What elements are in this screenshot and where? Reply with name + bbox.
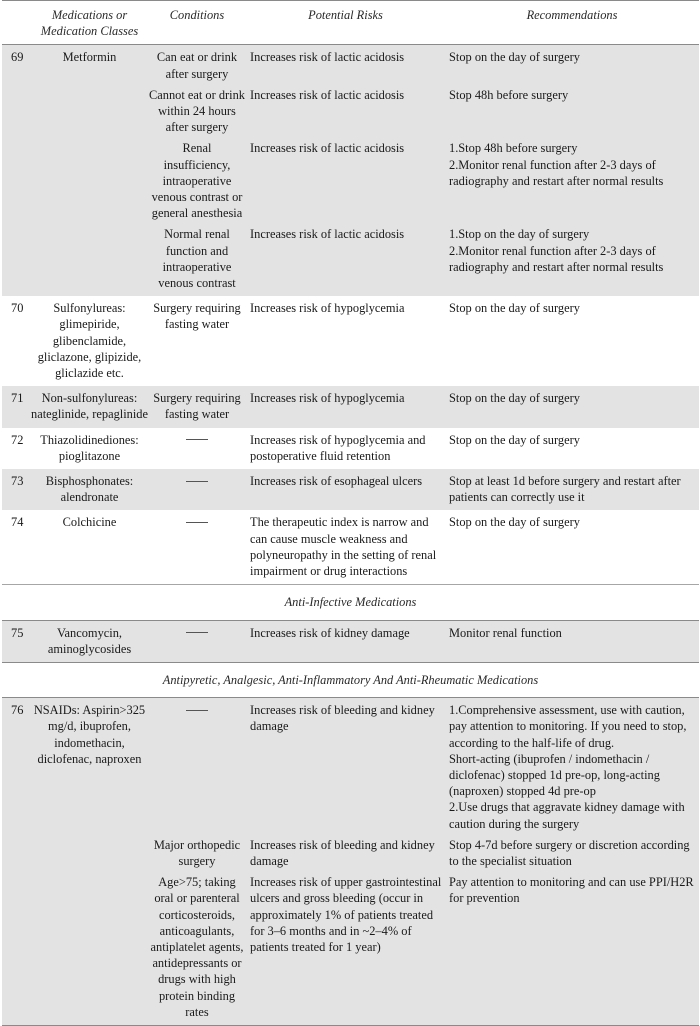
table-row [2, 221, 699, 296]
risk: Increases risk of bleeding and kidney damage [246, 698, 445, 832]
table-header-row [2, 1, 699, 45]
recommendation-line: Stop 48h before surgery [449, 87, 569, 102]
recommendation [445, 832, 699, 869]
section-heading-row [2, 662, 699, 697]
header-recommendations: Recommendations [526, 8, 618, 22]
header-number [2, 1, 31, 45]
medication-table [2, 0, 699, 1026]
condition: Surgery requiring fasting water [148, 296, 246, 386]
table-row [2, 386, 699, 427]
condition: Cannot eat or drink within 24 hours after surgery [148, 82, 246, 136]
condition: Major orthopedic surgery [148, 832, 246, 869]
table-row [2, 469, 699, 510]
risk: Increases risk of lactic acidosis [246, 221, 445, 296]
recommendation: Stop on the day of surgery [445, 386, 699, 427]
table-row [2, 135, 699, 221]
table-row [2, 510, 699, 584]
medication-name: Colchicine [31, 510, 148, 584]
table-row [2, 296, 699, 386]
recommendation-line: 1.Stop on the day of surgery [449, 227, 590, 242]
condition: Age>75; taking oral or parenteral corticosteroids, anticoagulants, antiplatelet agents, antidepressants or drugs with high protein binding rates [148, 869, 246, 1025]
header-conditions: Conditions [169, 8, 225, 22]
risk: Increases risk of kidney damage [246, 620, 445, 662]
recommendation-line: 1.Comprehensive assessment, use with caution, pay attention to monitoring. If you need to stop, according to the half-life of drug. [449, 703, 687, 750]
recommendation [445, 82, 699, 136]
medication-name: NSAIDs: Aspirin>325 mg/d, ibuprofen, indomethacin, diclofenac, naproxen [31, 698, 148, 832]
section-heading-row [2, 585, 699, 620]
condition-not-applicable [148, 698, 246, 832]
table-row [2, 82, 699, 136]
risk: Increases risk of hypoglycemia [246, 386, 445, 427]
dash-mark [186, 632, 208, 633]
row-number: 76 [2, 698, 31, 832]
row-number: 71 [2, 386, 31, 427]
recommendation [445, 869, 699, 1025]
condition: Can eat or drink after surgery [148, 45, 246, 82]
medication-name: Thiazolidinediones: pioglitazone [31, 428, 148, 469]
medication-name: Metformin [31, 45, 148, 82]
risk: Increases risk of hypoglycemia and postoperative fluid retention [246, 428, 445, 469]
recommendation-line: Stop on the day of surgery [449, 50, 580, 65]
risk: Increases risk of hypoglycemia [246, 296, 445, 386]
risk: Increases risk of upper gastrointestinal ulcers and gross bleeding (occur in approximately 1% of patients treated for 3–6 months and in ~2–4% of patients treated for 1 year) [246, 869, 445, 1025]
recommendation-line: 1.Stop 48h before surgery [449, 141, 578, 156]
recommendation [445, 45, 699, 82]
recommendation-line: 2.Monitor renal function after 2-3 days of radiography and restart after normal results [449, 243, 664, 274]
medication-name: Bisphosphonates: alendronate [31, 469, 148, 510]
row-number: 70 [2, 296, 31, 386]
recommendation: Stop on the day of surgery [445, 510, 699, 584]
section-title-anti-infective: Anti-Infective Medications [2, 585, 699, 620]
table-row [2, 698, 699, 832]
section-title-antipyretic: Antipyretic, Analgesic, Anti-Inflammatory And Anti-Rheumatic Medications [2, 662, 699, 697]
dash-mark [186, 522, 208, 523]
condition-not-applicable [148, 428, 246, 469]
header-medication: Medications or Medication Classes [40, 8, 139, 39]
table-row [2, 869, 699, 1025]
table-row [2, 620, 699, 662]
medication-name: Sulfonylureas: glimepiride, glibenclamide, gliclazone, glipizide, gliclazide etc. [31, 296, 148, 386]
condition-not-applicable [148, 510, 246, 584]
recommendation-line: Pay attention to monitoring and can use PPI/H2R for prevention [449, 875, 694, 906]
condition-not-applicable [148, 469, 246, 510]
recommendation: Stop on the day of surgery [445, 428, 699, 469]
dash-mark [186, 439, 208, 440]
condition: Renal insufficiency, intraoperative venous contrast or general anesthesia [148, 135, 246, 221]
table-row [2, 428, 699, 469]
recommendation [445, 698, 699, 832]
risk: The therapeutic index is narrow and can cause muscle weakness and polyneuropathy in the setting of renal impairment or drug interactions [246, 510, 445, 584]
risk: Increases risk of lactic acidosis [246, 45, 445, 82]
row-number: 74 [2, 510, 31, 584]
header-risks: Potential Risks [308, 8, 383, 22]
medication-name: Non-sulfonylureas: nateglinide, repaglinide [31, 386, 148, 427]
row-number: 72 [2, 428, 31, 469]
risk: Increases risk of lactic acidosis [246, 82, 445, 136]
recommendation: Monitor renal function [445, 620, 699, 662]
risk: Increases risk of bleeding and kidney damage [246, 832, 445, 869]
table-row [2, 45, 699, 82]
row-number: 69 [2, 45, 31, 82]
risk: Increases risk of lactic acidosis [246, 135, 445, 221]
risk: Increases risk of esophageal ulcers [246, 469, 445, 510]
recommendation-line: Stop 4-7d before surgery or discretion according to the specialist situation [449, 837, 690, 868]
row-number: 75 [2, 620, 31, 662]
dash-mark [186, 481, 208, 482]
medication-name: Vancomycin, aminoglycosides [31, 620, 148, 662]
recommendation-line: Short-acting (ibuprofen / indomethacin / diclofenac) stopped 1d pre-op, long-acting (naproxen) stopped 4d pre-op [449, 751, 660, 799]
recommendation [445, 135, 699, 221]
condition-not-applicable [148, 620, 246, 662]
condition: Surgery requiring fasting water [148, 386, 246, 427]
table-row [2, 832, 699, 869]
recommendation [445, 221, 699, 296]
recommendation: Stop on the day of surgery [445, 296, 699, 386]
recommendation-line: 2.Use drugs that aggravate kidney damage with caution during the surgery [449, 800, 685, 831]
dash-mark [186, 710, 208, 711]
condition: Normal renal function and intraoperative venous contrast [148, 221, 246, 296]
recommendation-line: 2.Monitor renal function after 2-3 days of radiography and restart after normal results [449, 157, 664, 188]
row-number: 73 [2, 469, 31, 510]
recommendation: Stop at least 1d before surgery and restart after patients can correctly use it [445, 469, 699, 510]
